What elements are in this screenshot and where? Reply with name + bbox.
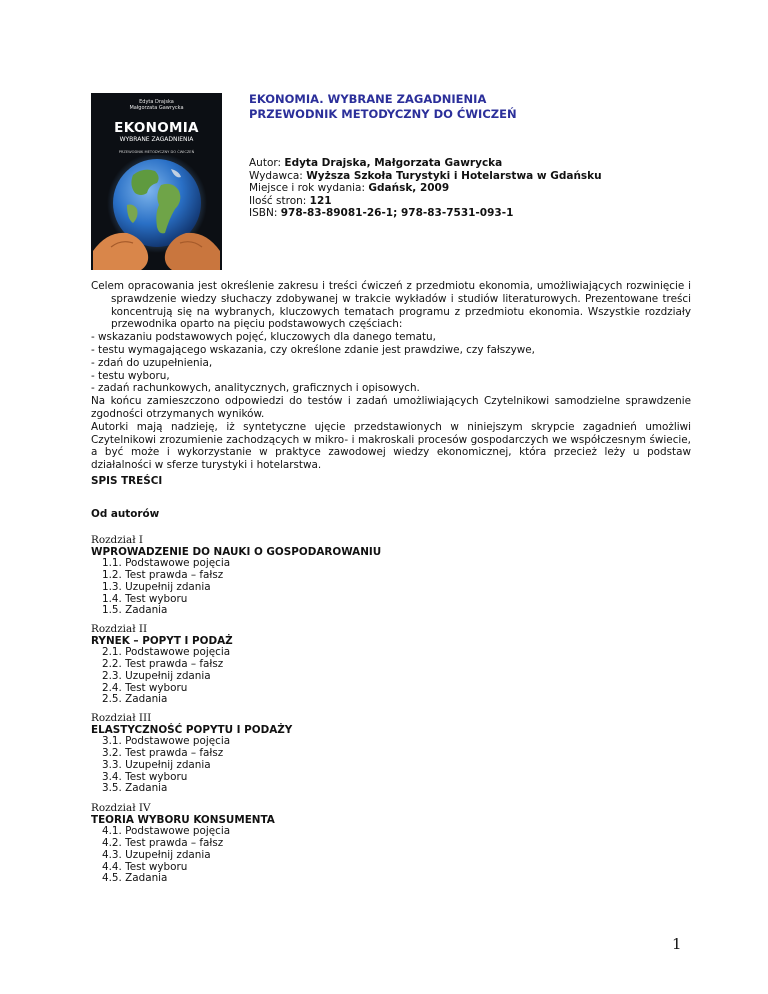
chapter-section: 2.3. Uzupełnij zdania [102,669,211,682]
title-line-2: PRZEWODNIK METODYCZNY DO ĆWICZEŃ [249,107,517,121]
chapter-section: 3.4. Test wyboru [102,770,188,783]
intro-paragraph-2: Na końcu zamieszczono odpowiedzi do testów i zadań umożliwiających Czytelnikowi samodzielne sprawdzenie zgodności otrzymanych wyników. [91,395,691,420]
intro-paragraph-3: Autorki mają nadzieję, iż syntetyczne ujęcie przedstawionych w niniejszym skrypcie zagadnień umożliwi Czytelnikowi zrozumienie zachodzących w mikro- i makroskali procesów gospodarczych we współczesnym świecie, a być może i wykorzystanie w praktyce zawodowej wiedzy ekonomicznej, która przecież leży u podstaw działalności w sferze turystyki i hotelarstwa. [91,420,691,472]
cover-author-2: Małgorzata Gawrycka [129,105,184,111]
chapter-number: Rozdział II [91,623,148,635]
book-metadata [249,157,602,220]
cover-subtitle: WYBRANE ZAGADNIENIA [119,136,194,143]
meta-place-value: Gdańsk, 2009 [368,182,450,194]
page-number: 1 [672,935,682,953]
intro-bullet: - testu wyboru, [91,369,170,382]
description-text [91,280,691,472]
chapter-title: TEORIA WYBORU KONSUMENTA [91,813,275,826]
meta-isbn-value: 978-83-89081-26-1; 978-83-7531-093-1 [280,207,514,219]
chapter-section: 4.4. Test wyboru [102,860,188,873]
meta-place-label: Miejsce i rok wydania: [249,182,369,194]
cover-author-1: Edyta Drajska [139,99,174,105]
chapter-section: 1.1. Podstawowe pojęcia [102,557,231,570]
meta-isbn [249,207,602,220]
meta-publisher [249,170,602,183]
toc-chapter [91,713,292,795]
chapter-section: 4.1. Podstawowe pojęcia [102,825,231,838]
chapter-number: Rozdział I [91,534,143,546]
meta-pages-label: Ilość stron: [249,194,310,207]
meta-publisher-value: Wyższa Szkoła Turystyki i Hotelarstwa w Gdańsku [306,169,602,182]
chapter-section: 3.1. Podstawowe pojęcia [102,735,231,748]
meta-pages [249,195,602,208]
chapter-section: 4.3. Uzupełnij zdania [102,848,211,861]
chapter-number: Rozdział III [91,712,152,724]
toc-chapter [91,624,233,706]
toc-chapter [91,535,381,617]
globe-in-hands-illustration [91,155,222,270]
chapter-section: 3.2. Test prawda – fałsz [102,747,224,760]
intro-paragraph-1: Celem opracowania jest określenie zakresu i treści ćwiczeń z przedmiotu ekonomia, umożliwiających rozwinięcie i sprawdzenie wiedzy słuchaczy zdobywanej w trakcie wykładów i studiów literaturowych. Prezentowane treści koncentrują się na wybranych, kluczowych tematach programu z przedmiotu ekonomia. Wszystkie rozdziały przewodnika oparto na pięciu podstawowych częściach: [91,280,691,331]
cover-guide-line: PRZEWODNIK METODYCZNY DO ĆWICZEŃ [118,150,195,154]
chapter-section: 2.5. Zadania [102,693,168,706]
intro-bullet: - wskazaniu podstawowych pojęć, kluczowych dla danego tematu, [91,331,436,344]
intro-bullet: - testu wymagającego wskazania, czy określone zdanie jest prawdziwe, czy fałszywe, [91,343,535,356]
meta-pages-value: 121 [309,194,332,207]
chapter-section: 2.4. Test wyboru [102,681,188,694]
toc-preface: Od autorów [91,508,160,520]
meta-author-label: Autor: [249,157,285,169]
toc-heading: SPIS TREŚCI [91,475,163,487]
chapter-section: 3.5. Zadania [102,782,168,795]
chapter-title: ELASTYCZNOŚĆ POPYTU I PODAŻY [91,723,293,736]
chapter-section: 4.2. Test prawda – fałsz [102,837,224,850]
chapter-section: 1.5. Zadania [102,604,168,617]
cover-title: EKONOMIA [114,120,199,136]
chapter-section: 2.1. Podstawowe pojęcia [102,646,231,659]
chapter-section: 1.2. Test prawda – fałsz [102,569,224,582]
book-cover-image [91,93,222,270]
chapter-section: 1.4. Test wyboru [102,592,188,605]
chapter-section: 4.5. Zadania [102,872,168,885]
document-title [249,92,517,122]
chapter-number: Rozdział IV [91,802,151,814]
chapter-section: 3.3. Uzupełnij zdania [102,758,211,771]
intro-bullet: - zdań do uzupełnienia, [91,356,213,369]
chapter-section: 1.3. Uzupełnij zdania [102,580,211,593]
title-line-1: EKONOMIA. WYBRANE ZAGADNIENIA [249,92,487,106]
meta-publisher-label: Wydawca: [249,169,307,182]
meta-place [249,182,602,195]
chapter-section: 2.2. Test prawda – fałsz [102,658,224,671]
chapter-title: WPROWADZENIE DO NAUKI O GOSPODAROWANIU [91,545,382,558]
intro-bullet: - zadań rachunkowych, analitycznych, graficznych i opisowych. [91,382,420,395]
meta-author-value: Edyta Drajska, Małgorzata Gawrycka [284,157,503,169]
meta-isbn-label: ISBN: [249,207,281,219]
chapter-title: RYNEK – POPYT I PODAŻ [91,634,233,647]
toc-chapter [91,803,275,885]
meta-author [249,157,602,170]
